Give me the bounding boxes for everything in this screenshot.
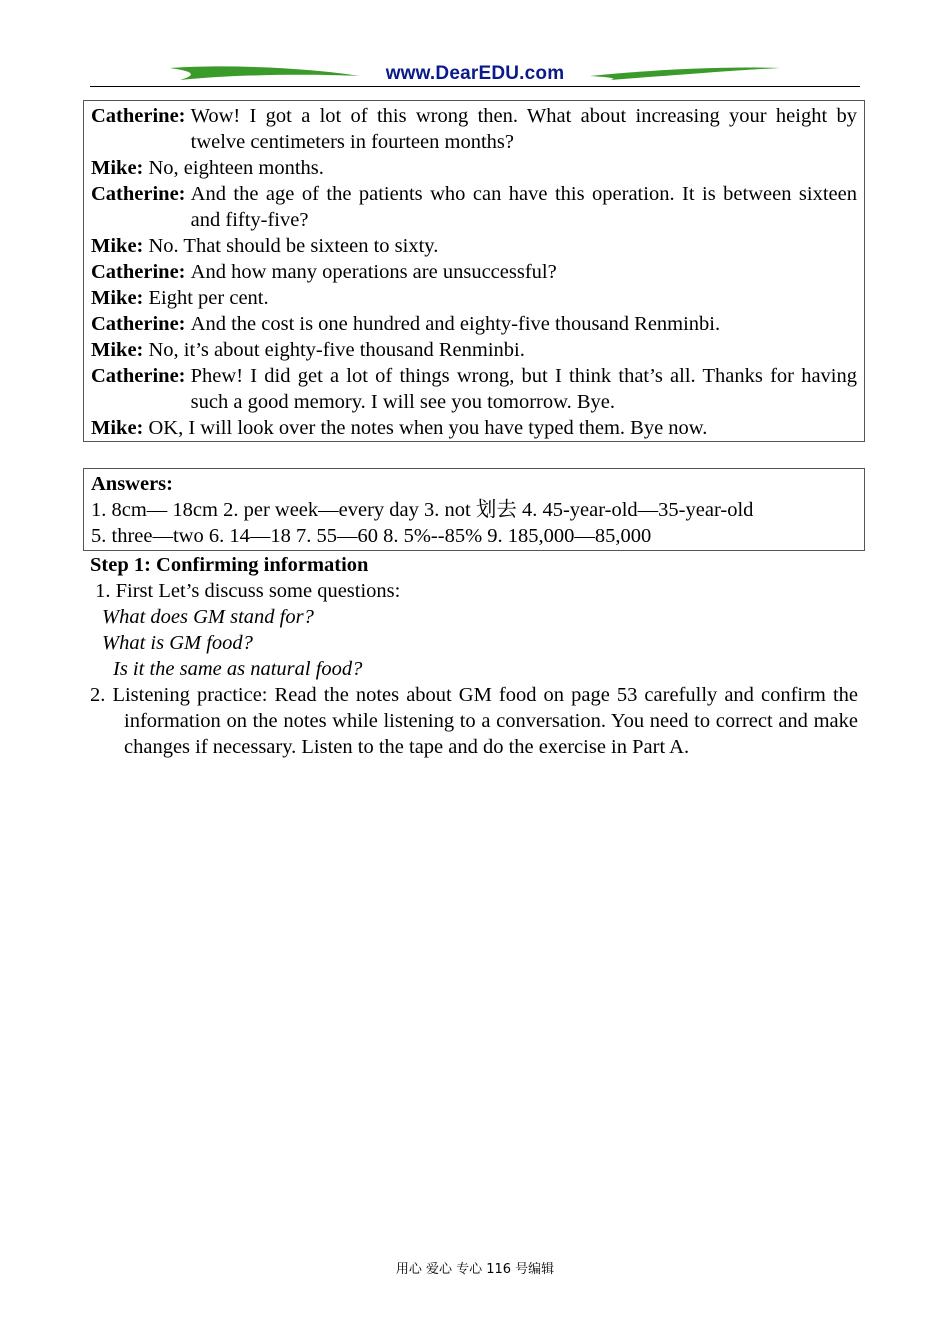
dialogue-line — [91, 259, 857, 285]
discussion-question: What is GM food? — [102, 632, 253, 654]
dialogue-line — [91, 103, 857, 155]
header-rule — [90, 86, 860, 87]
answers-heading: Answers: — [91, 473, 173, 495]
dialogue-line — [91, 285, 857, 311]
dialogue-text: Phew! I did get a lot of things wrong, but I think that’s all. Thanks for having such a good memory. I will see you tomorrow. Bye. — [190, 365, 857, 413]
speaker-name: Mike: — [91, 287, 144, 309]
dialogue-line — [91, 363, 857, 415]
step1-item2: 2. Listening practice: Read the notes about GM food on page 53 carefully and confirm the information on the notes while listening to a conversation. You need to correct and make changes if necessary. Listen to the tape and do the exercise in Part A. — [90, 684, 858, 758]
dialogue-text: OK, I will look over the notes when you have typed them. Bye now. — [148, 417, 708, 439]
discussion-question: Is it the same as natural food? — [113, 658, 363, 680]
speaker-name: Catherine: — [91, 105, 186, 127]
speaker-name: Mike: — [91, 157, 144, 179]
dialogue-text: Eight per cent. — [148, 287, 269, 309]
dialogue-line — [91, 233, 857, 259]
answers-box — [83, 468, 865, 551]
answers-line: 5. three—two 6. 14—18 7. 55—60 8. 5%--85% 9. 185,000—85,000 — [91, 525, 652, 547]
dialogue-line — [91, 311, 857, 337]
answers-line: 1. 8cm— 18cm 2. per week—every day 3. not 划去 4. 45-year-old—35-year-old — [91, 499, 754, 521]
dialogue-text: And how many operations are unsuccessful? — [190, 261, 557, 283]
dialogue-text: Wow! I got a lot of this wrong then. What about increasing your height by twelve centimeters in fourteen months? — [190, 105, 857, 153]
speaker-name: Catherine: — [91, 313, 186, 335]
page-header — [90, 60, 860, 90]
dialogue-text: No, it’s about eighty-five thousand Renminbi. — [148, 339, 525, 361]
step1-section — [90, 552, 858, 760]
dialogue-line — [91, 415, 857, 441]
dialogue-line — [91, 337, 857, 363]
speaker-name: Catherine: — [91, 183, 186, 205]
dialogue-text: No, eighteen months. — [148, 157, 324, 179]
dialogue-text: No. That should be sixteen to sixty. — [148, 235, 439, 257]
speaker-name: Catherine: — [91, 365, 186, 387]
speaker-name: Catherine: — [91, 261, 186, 283]
dialogue-line — [91, 155, 857, 181]
dialogue-line — [91, 181, 857, 233]
step1-heading: Step 1: Confirming information — [90, 554, 369, 576]
speaker-name: Mike: — [91, 235, 144, 257]
dialogue-box — [83, 100, 865, 442]
dialogue-text: And the cost is one hundred and eighty-five thousand Renminbi. — [190, 313, 721, 335]
page-footer: 用心 爱心 专心 116 号编辑 — [395, 1262, 555, 1277]
site-logo-text[interactable]: www.DearEDU.com — [385, 63, 565, 84]
speaker-name: Mike: — [91, 339, 144, 361]
step1-item1: 1. First Let’s discuss some questions: — [90, 580, 401, 602]
dialogue-text: And the age of the patients who can have this operation. It is between sixteen and fifty-five? — [190, 183, 857, 231]
discussion-question: What does GM stand for? — [102, 606, 314, 628]
speaker-name: Mike: — [91, 417, 144, 439]
